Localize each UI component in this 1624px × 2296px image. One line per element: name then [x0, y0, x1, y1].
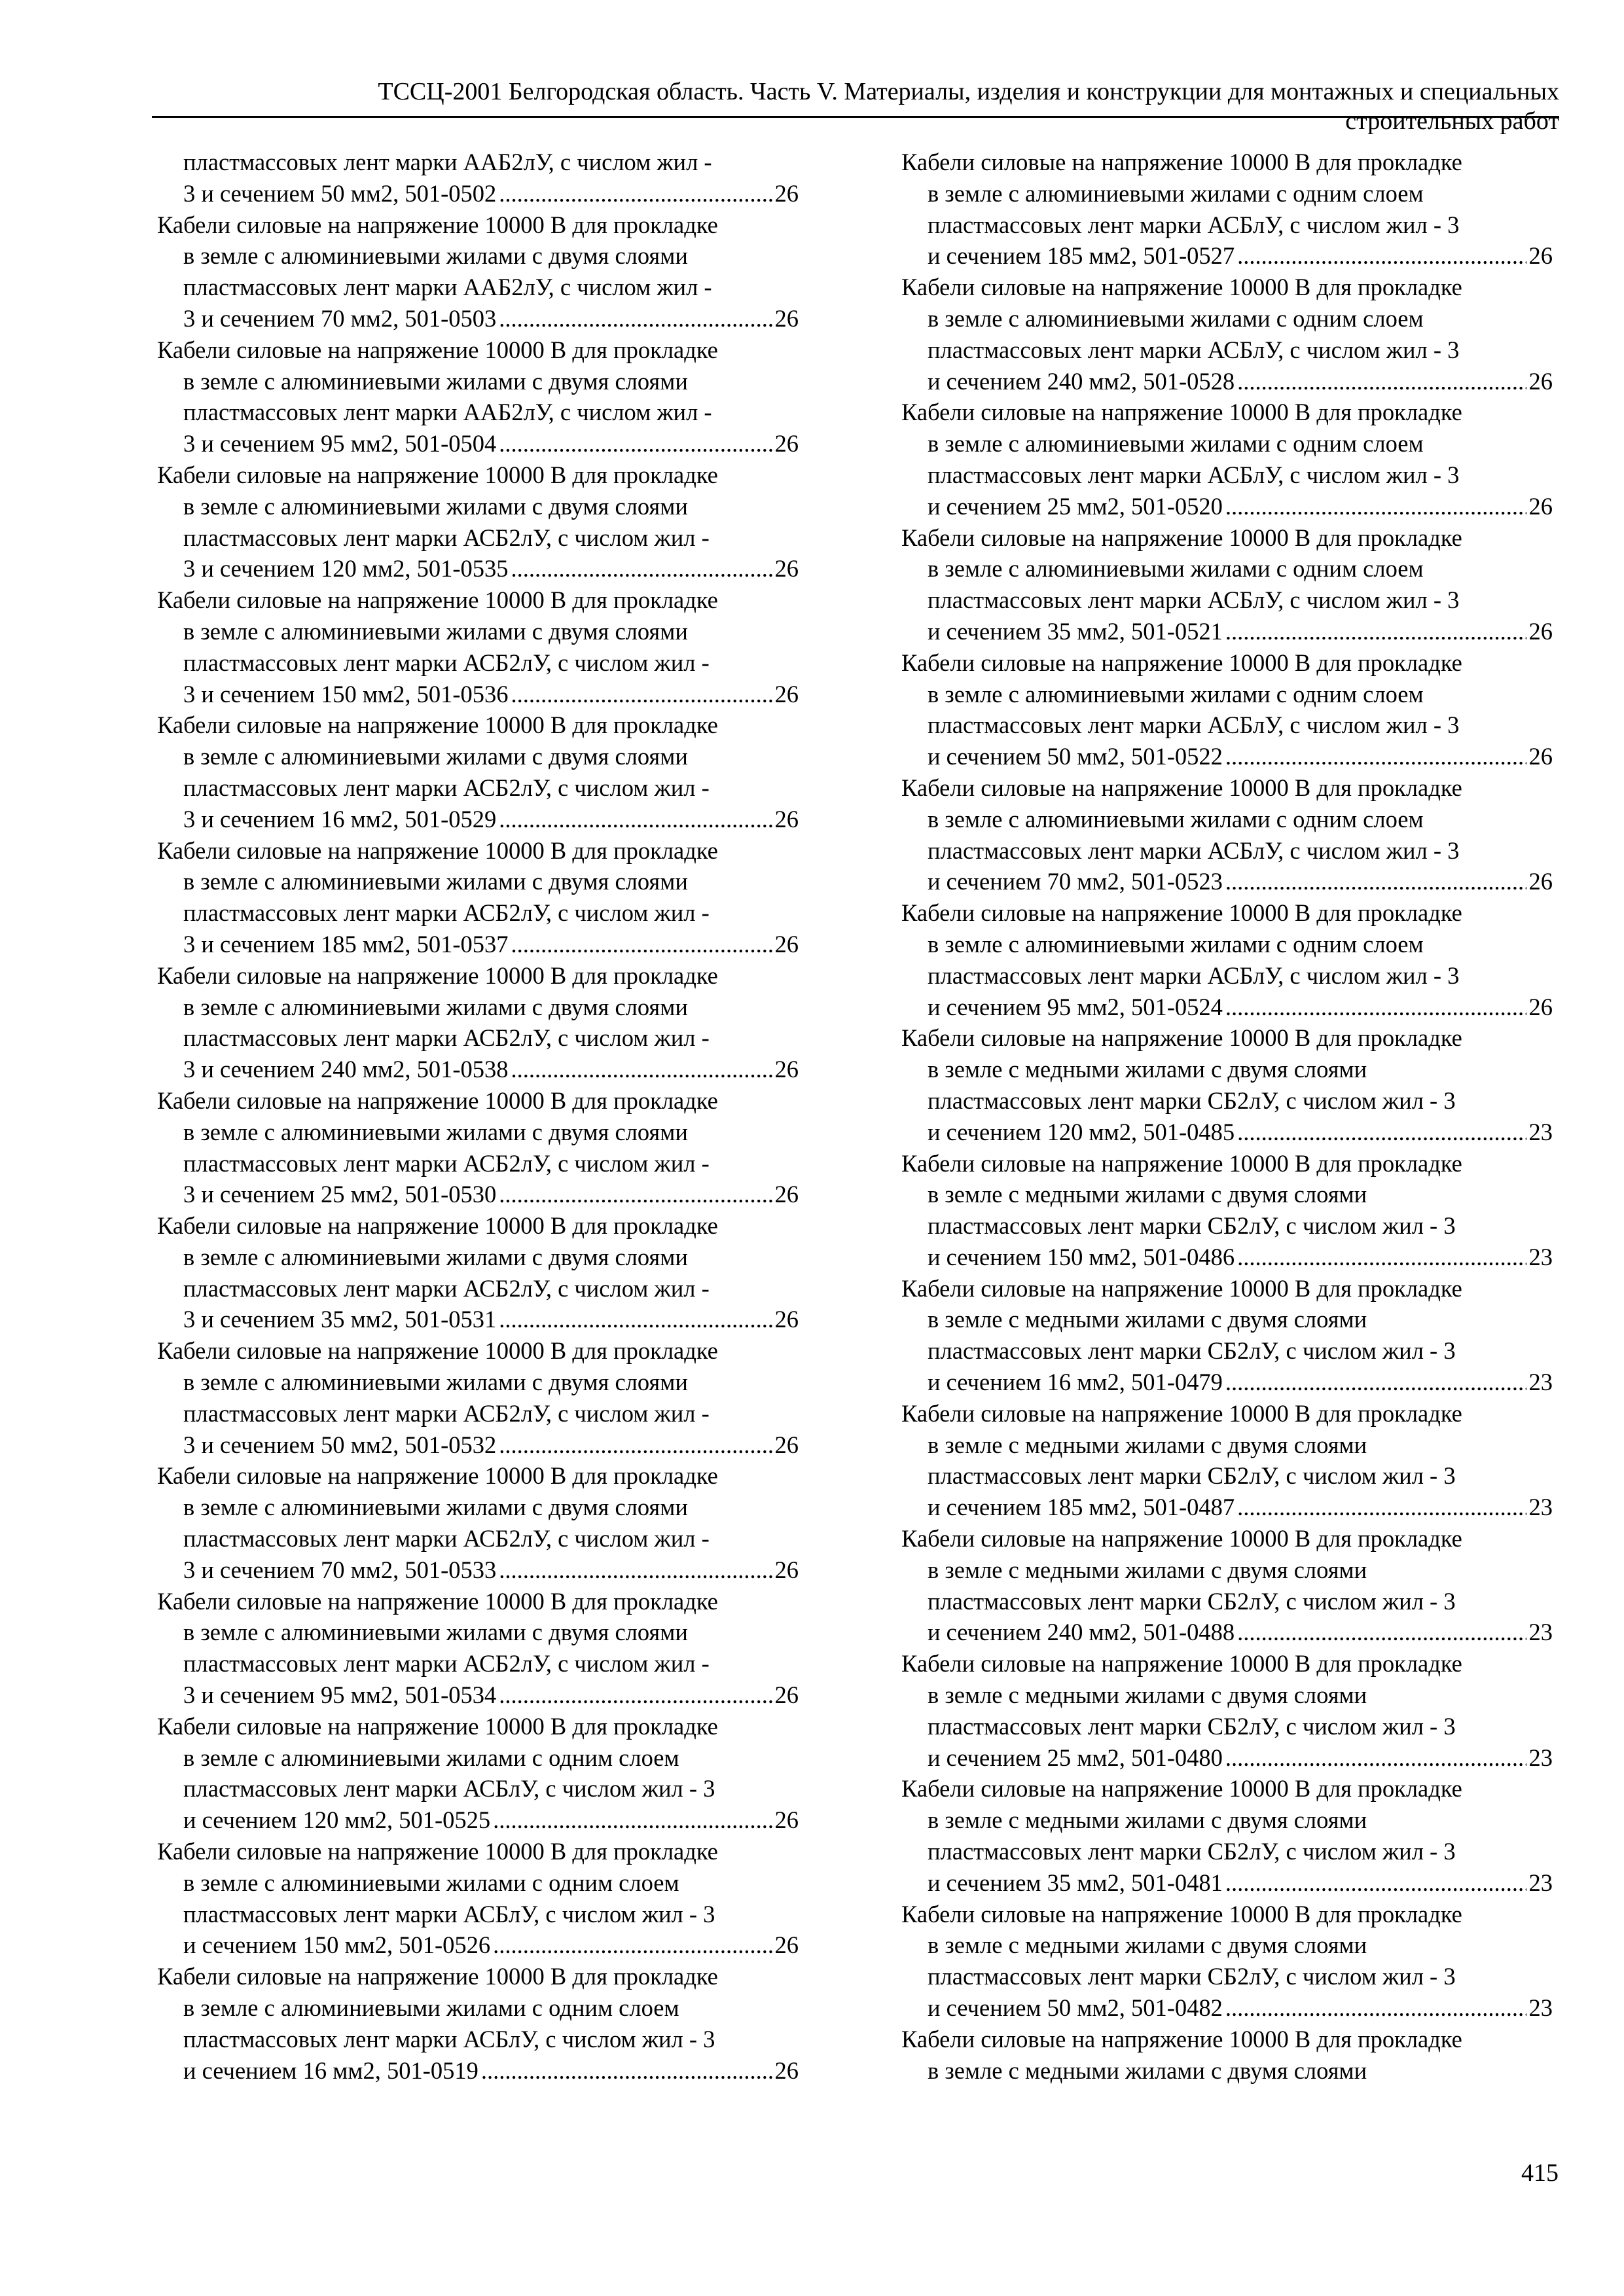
dot-leader — [1225, 992, 1526, 1023]
entry-page-ref: 26 — [1528, 743, 1553, 770]
entry-text-line: пластмассовых лент марки СБ2лУ, с числом жил - 3 — [928, 1337, 1456, 1365]
entry-tail-line — [157, 1554, 799, 1586]
entry-text-line: пластмассовых лент марки АСБ2лУ, с числом жил - — [183, 524, 710, 551]
entry-text-line: Кабели силовые на напряжение 10000 В для прокладке — [157, 1212, 718, 1240]
entry-text-line: пластмассовых лент марки СБ2лУ, с числом жил - 3 — [928, 1212, 1456, 1240]
entry-tail-line — [901, 741, 1553, 772]
entry-text-line: Кабели силовые на напряжение 10000 В для прокладке — [157, 1712, 718, 1740]
entry-text-line: в земле с алюминиевыми жилами с одним слоем — [928, 680, 1424, 708]
entry-tail-line — [901, 491, 1553, 522]
entry-text-line: в земле с алюминиевыми жилами с одним слоем — [928, 430, 1424, 457]
dot-leader — [1225, 866, 1526, 897]
index-entry — [157, 209, 799, 334]
dot-leader — [1237, 1617, 1526, 1648]
entry-tail-line — [901, 1867, 1553, 1899]
entry-text-line: Кабели силовые на напряжение 10000 В для прокладке — [901, 2025, 1462, 2053]
index-entry — [901, 2024, 1553, 2087]
entry-text-line: в земле с медными жилами с двумя слоями — [928, 1556, 1367, 1583]
entry-text-line: пластмассовых лент марки АСБ2лУ, с числом жил - — [183, 1650, 710, 1677]
dot-leader — [1237, 1242, 1526, 1273]
entry-text-line: Кабели силовые на напряжение 10000 В для прокладке — [901, 274, 1462, 301]
entry-code: 3 и сечением 25 мм2, 501-0530 — [183, 1181, 497, 1208]
entry-text-line: в земле с алюминиевыми жилами с двумя слоями — [183, 1494, 688, 1521]
entry-text-line: в земле с медными жилами с двумя слоями — [928, 1431, 1367, 1458]
entry-text-line: Кабели силовые на напряжение 10000 В для прокладке — [901, 649, 1462, 676]
header-rule — [152, 116, 1559, 118]
entry-code: 3 и сечением 50 мм2, 501-0532 — [183, 1431, 497, 1458]
index-entry — [157, 1711, 799, 1836]
entry-text-line: Кабели силовые на напряжение 10000 В для прокладке — [901, 1775, 1462, 1803]
entry-page-ref: 26 — [1528, 993, 1553, 1020]
index-entry — [901, 1398, 1553, 1523]
entry-text-line: в земле с алюминиевыми жилами с двумя слоями — [183, 1243, 688, 1270]
entry-text-line: пластмассовых лент марки АСБ2лУ, с числом жил - — [183, 1024, 710, 1052]
entry-text-line: в земле с алюминиевыми жилами с двумя слоями — [183, 1118, 688, 1145]
entry-text-line: в земле с медными жилами с двумя слоями — [928, 1056, 1367, 1083]
entry-text-line: Кабели силовые на напряжение 10000 В для прокладке — [901, 399, 1462, 426]
index-entry — [157, 584, 799, 709]
dot-leader — [1237, 366, 1526, 397]
index-entry — [901, 647, 1553, 772]
entry-text-line: пластмассовых лент марки АСБлУ, с числом жил - 3 — [928, 336, 1460, 363]
entry-tail-line — [901, 866, 1553, 897]
dot-leader — [499, 1554, 772, 1586]
dot-leader — [511, 679, 772, 710]
running-header — [152, 77, 1559, 136]
entry-page-ref: 26 — [774, 1431, 799, 1458]
index-entry — [901, 1523, 1553, 1648]
entry-page-ref: 26 — [1528, 617, 1553, 645]
entry-text-line: в земле с алюминиевыми жилами с двумя слоями — [183, 1369, 688, 1396]
index-entry — [157, 1836, 799, 1961]
entry-text-line: Кабели силовые на напряжение 10000 В для прокладке — [901, 1024, 1462, 1052]
entry-code: 3 и сечением 95 мм2, 501-0534 — [183, 1681, 497, 1709]
entry-tail-line — [901, 366, 1553, 397]
header-title: ТССЦ-2001 Белгородская область. Часть V. Материалы, изделия и конструкции для монтажных и специальных — [378, 78, 1559, 105]
entry-code: 3 и сечением 70 мм2, 501-0533 — [183, 1556, 497, 1583]
entry-text-line: Кабели силовые на напряжение 10000 В для прокладке — [157, 836, 718, 864]
entry-tail-line — [901, 616, 1553, 647]
entry-page-ref: 26 — [1528, 492, 1553, 520]
entry-text-line: Кабели силовые на напряжение 10000 В для прокладке — [901, 1525, 1462, 1552]
entry-page-ref: 26 — [1528, 367, 1553, 395]
dot-leader — [511, 929, 772, 960]
entry-text-line: в земле с алюминиевыми жилами с двумя слоями — [183, 617, 688, 645]
entry-text-line: пластмассовых лент марки АСБлУ, с числом жил - 3 — [183, 1900, 715, 1928]
entry-text-line: пластмассовых лент марки СБ2лУ, с числом жил - 3 — [928, 1963, 1456, 1990]
entry-page-ref: 26 — [774, 179, 799, 207]
entry-page-ref: 23 — [1528, 1494, 1553, 1521]
entry-text-line: пластмассовых лент марки ААБ2лУ, с числом жил - — [183, 274, 712, 301]
entry-page-ref: 23 — [1528, 1744, 1553, 1771]
entry-page-ref: 23 — [1528, 1994, 1553, 2022]
entry-page-ref: 26 — [774, 805, 799, 833]
dot-leader — [1225, 741, 1526, 772]
entry-text-line: Кабели силовые на напряжение 10000 В для прокладке — [157, 461, 718, 488]
entry-code: 3 и сечением 16 мм2, 501-0529 — [183, 805, 497, 833]
entry-code: и сечением 120 мм2, 501-0485 — [928, 1118, 1235, 1145]
entry-text-line: Кабели силовые на напряжение 10000 В для прокладке — [157, 1963, 718, 1990]
entry-tail-line — [901, 1992, 1553, 2024]
entry-code: и сечением 185 мм2, 501-0527 — [928, 242, 1235, 270]
entry-tail-line — [157, 1804, 799, 1836]
entry-text-line: пластмассовых лент марки АСБ2лУ, с числом жил - — [183, 899, 710, 927]
index-entry — [901, 1899, 1553, 2024]
dot-leader — [511, 553, 772, 584]
index-entry — [157, 1085, 799, 1210]
entry-text-line: Кабели силовые на напряжение 10000 В для прокладке — [901, 524, 1462, 551]
entry-tail-line — [901, 1742, 1553, 1774]
index-entry — [157, 1335, 799, 1460]
entry-tail-line — [157, 1054, 799, 1085]
entry-text-line: Кабели силовые на напряжение 10000 В для прокладке — [157, 1462, 718, 1490]
index-entry — [901, 1273, 1553, 1398]
entry-tail-line — [157, 428, 799, 459]
entry-code: и сечением 25 мм2, 501-0520 — [928, 492, 1223, 520]
entry-page-ref: 26 — [774, 2056, 799, 2084]
entry-tail-line — [157, 804, 799, 835]
entry-code: и сечением 35 мм2, 501-0481 — [928, 1869, 1223, 1896]
entry-tail-line — [157, 303, 799, 334]
dot-leader — [1225, 1867, 1526, 1899]
entry-text-line: в земле с медными жилами с двумя слоями — [928, 1181, 1367, 1208]
entry-code: и сечением 16 мм2, 501-0519 — [183, 2056, 478, 2084]
entry-text-line: в земле с алюминиевыми жилами с одним слоем — [183, 1869, 679, 1896]
entry-code: и сечением 50 мм2, 501-0522 — [928, 743, 1223, 770]
entry-page-ref: 26 — [774, 680, 799, 708]
dot-leader — [1225, 1367, 1526, 1398]
entry-text-line: пластмассовых лент марки АСБлУ, с числом жил - 3 — [928, 961, 1460, 989]
entry-text-line: в земле с алюминиевыми жилами с двумя слоями — [183, 242, 688, 270]
entry-code: и сечением 16 мм2, 501-0479 — [928, 1369, 1223, 1396]
entry-code: и сечением 25 мм2, 501-0480 — [928, 1744, 1223, 1771]
entry-text-line: Кабели силовые на напряжение 10000 В для прокладке — [157, 1337, 718, 1365]
entry-tail-line — [157, 1429, 799, 1461]
entry-page-ref: 26 — [774, 555, 799, 583]
entry-text-line: Кабели силовые на напряжение 10000 В для прокладке — [901, 774, 1462, 801]
index-entry — [901, 1648, 1553, 1773]
entry-tail-line — [157, 679, 799, 710]
dot-leader — [499, 1304, 772, 1335]
entry-page-ref: 23 — [1528, 1869, 1553, 1896]
dot-leader — [1237, 1117, 1526, 1148]
entry-page-ref: 26 — [774, 1306, 799, 1333]
entry-text-line: пластмассовых лент марки СБ2лУ, с числом жил - 3 — [928, 1838, 1456, 1865]
index-entry — [901, 1148, 1553, 1273]
entry-text-line: Кабели силовые на напряжение 10000 В для прокладке — [157, 586, 718, 614]
entry-page-ref: 26 — [774, 1181, 799, 1208]
entry-text-line: в земле с медными жилами с двумя слоями — [928, 2056, 1367, 2084]
dot-leader — [499, 1429, 772, 1461]
index-entry — [157, 960, 799, 1085]
entry-text-line: пластмассовых лент марки ААБ2лУ, с числом жил - — [183, 149, 712, 175]
entry-tail-line — [157, 1179, 799, 1210]
entry-text-line: в земле с алюминиевыми жилами с одним слоем — [928, 179, 1424, 207]
dot-leader — [1225, 1742, 1526, 1774]
entry-code: и сечением 120 мм2, 501-0525 — [183, 1806, 491, 1834]
entry-text-line: в земле с медными жилами с двумя слоями — [928, 1681, 1367, 1709]
index-entry — [157, 334, 799, 459]
entry-text-line: пластмассовых лент марки АСБлУ, с числом жил - 3 — [928, 461, 1460, 488]
dot-leader — [499, 1679, 772, 1711]
entry-page-ref: 26 — [774, 1681, 799, 1709]
entry-text-line: в земле с медными жилами с двумя слоями — [928, 1931, 1367, 1959]
entry-text-line: пластмассовых лент марки СБ2лУ, с числом жил - 3 — [928, 1462, 1456, 1490]
entry-tail-line — [157, 929, 799, 960]
dot-leader — [1237, 240, 1526, 272]
entry-text-line: пластмассовых лент марки АСБ2лУ, с числом жил - — [183, 1274, 710, 1302]
entry-text-line: в земле с алюминиевыми жилами с двумя слоями — [183, 1619, 688, 1646]
index-entry — [157, 709, 799, 834]
entry-text-line: Кабели силовые на напряжение 10000 В для прокладке — [901, 1650, 1462, 1677]
index-entry — [157, 1586, 799, 1711]
entry-text-line: Кабели силовые на напряжение 10000 В для прокладке — [157, 961, 718, 989]
index-entry — [901, 272, 1553, 397]
index-entry — [901, 522, 1553, 647]
dot-leader — [1225, 616, 1526, 647]
entry-text-line: пластмассовых лент марки СБ2лУ, с числом жил - 3 — [928, 1587, 1456, 1615]
entry-code: 3 и сечением 185 мм2, 501-0537 — [183, 930, 509, 958]
dot-leader — [499, 178, 772, 209]
entry-code: и сечением 50 мм2, 501-0482 — [928, 1994, 1223, 2022]
dot-leader — [1225, 491, 1526, 522]
entry-text-line: Кабели силовые на напряжение 10000 В для прокладке — [157, 211, 718, 238]
entry-code: и сечением 240 мм2, 501-0488 — [928, 1619, 1235, 1646]
entry-text-line: пластмассовых лент марки АСБлУ, с числом жил - 3 — [928, 211, 1460, 238]
entry-page-ref: 26 — [1528, 242, 1553, 270]
entry-text-line: в земле с алюминиевыми жилами с двумя слоями — [183, 868, 688, 895]
entry-page-ref: 23 — [1528, 1118, 1553, 1145]
index-entry — [157, 459, 799, 584]
entry-text-line: пластмассовых лент марки СБ2лУ, с числом жил - 3 — [928, 1086, 1456, 1114]
entry-text-line: пластмассовых лент марки АСБ2лУ, с числом жил - — [183, 1399, 710, 1427]
dot-leader — [493, 1804, 772, 1836]
entry-text-line: пластмассовых лент марки АСБлУ, с числом жил - 3 — [928, 836, 1460, 864]
dot-leader — [499, 1179, 772, 1210]
header-subtitle: строительных работ — [1345, 107, 1559, 135]
dot-leader — [499, 804, 772, 835]
index-entry — [157, 835, 799, 960]
entry-text-line: пластмассовых лент марки АСБ2лУ, с числом жил - — [183, 1525, 710, 1552]
entry-tail-line — [157, 2055, 799, 2087]
index-entry — [901, 397, 1553, 522]
entry-text-line: Кабели силовые на напряжение 10000 В для прокладке — [901, 1399, 1462, 1427]
entry-tail-line — [157, 1679, 799, 1711]
entry-page-ref: 23 — [1528, 1369, 1553, 1396]
dot-leader — [1225, 1992, 1526, 2024]
entry-text-line: Кабели силовые на напряжение 10000 В для прокладке — [157, 711, 718, 739]
entry-code: и сечением 70 мм2, 501-0523 — [928, 868, 1223, 895]
entry-tail-line — [157, 178, 799, 209]
entry-text-line: в земле с алюминиевыми жилами с двумя слоями — [183, 743, 688, 770]
entry-code: 3 и сечением 70 мм2, 501-0503 — [183, 304, 497, 332]
entry-text-line: в земле с алюминиевыми жилами с двумя слоями — [183, 993, 688, 1020]
index-entry — [901, 1773, 1553, 1898]
entry-tail-line — [901, 1367, 1553, 1398]
entry-code: и сечением 35 мм2, 501-0521 — [928, 617, 1223, 645]
entry-code: 3 и сечением 35 мм2, 501-0531 — [183, 1306, 497, 1333]
entry-text-line: в земле с алюминиевыми жилами с одним слоем — [928, 304, 1424, 332]
index-entry — [901, 1022, 1553, 1147]
entry-page-ref: 26 — [774, 430, 799, 457]
entry-text-line: пластмассовых лент марки АСБ2лУ, с числом жил - — [183, 774, 710, 801]
entry-text-line: Кабели силовые на напряжение 10000 В для прокладке — [901, 1149, 1462, 1177]
entry-text-line: в земле с алюминиевыми жилами с двумя слоями — [183, 492, 688, 520]
dot-leader — [1237, 1492, 1526, 1523]
entry-text-line: в земле с медными жилами с двумя слоями — [928, 1806, 1367, 1834]
entry-code: 3 и сечением 50 мм2, 501-0502 — [183, 179, 497, 207]
entry-code: 3 и сечением 120 мм2, 501-0535 — [183, 555, 509, 583]
entry-code: и сечением 240 мм2, 501-0528 — [928, 367, 1235, 395]
entry-text-line: пластмассовых лент марки СБ2лУ, с числом жил - 3 — [928, 1712, 1456, 1740]
entry-tail-line — [901, 1117, 1553, 1148]
entry-page-ref: 26 — [774, 1806, 799, 1834]
entry-page-ref: 26 — [774, 1056, 799, 1083]
entry-text-line: в земле с алюминиевыми жилами с одним слоем — [928, 805, 1424, 833]
dot-leader — [499, 303, 772, 334]
index-entry — [157, 1961, 799, 2086]
entry-tail-line — [901, 240, 1553, 272]
entry-tail-line — [901, 1242, 1553, 1273]
entry-page-ref: 26 — [774, 1556, 799, 1583]
entry-text-line: Кабели силовые на напряжение 10000 В для прокладке — [157, 336, 718, 363]
entry-tail-line — [157, 1304, 799, 1335]
dot-leader — [511, 1054, 772, 1085]
entry-page-ref: 23 — [1528, 1243, 1553, 1270]
entry-text-line: в земле с алюминиевыми жилами с одним слоем — [183, 1994, 679, 2022]
entry-text-line: Кабели силовые на напряжение 10000 В для прокладке — [157, 1838, 718, 1865]
entry-text-line: пластмассовых лент марки АСБлУ, с числом жил - 3 — [183, 1775, 715, 1803]
entry-tail-line — [157, 1929, 799, 1961]
entry-text-line: Кабели силовые на напряжение 10000 В для прокладке — [901, 1274, 1462, 1302]
entry-text-line: в земле с алюминиевыми жилами с двумя слоями — [183, 367, 688, 395]
entry-text-line: Кабели силовые на напряжение 10000 В для прокладке — [901, 149, 1462, 175]
index-column-right — [901, 147, 1553, 2086]
entry-code: и сечением 150 мм2, 501-0526 — [183, 1931, 491, 1959]
index-entry — [157, 1460, 799, 1585]
entry-page-ref: 23 — [1528, 1619, 1553, 1646]
index-entry — [157, 147, 799, 209]
entry-code: 3 и сечением 240 мм2, 501-0538 — [183, 1056, 509, 1083]
entry-text-line: пластмассовых лент марки ААБ2лУ, с числом жил - — [183, 399, 712, 426]
entry-text-line: Кабели силовые на напряжение 10000 В для прокладке — [901, 1900, 1462, 1928]
page-number: 415 — [1521, 2159, 1559, 2187]
entry-text-line: пластмассовых лент марки АСБ2лУ, с числом жил - — [183, 649, 710, 676]
dot-leader — [493, 1929, 772, 1961]
index-entry — [901, 897, 1553, 1022]
index-entry — [901, 147, 1553, 272]
entry-text-line: Кабели силовые на напряжение 10000 В для прокладке — [157, 1086, 718, 1114]
entry-tail-line — [901, 1492, 1553, 1523]
index-column-left — [157, 147, 799, 2086]
entry-text-line: Кабели силовые на напряжение 10000 В для прокладке — [901, 899, 1462, 927]
entry-text-line: пластмассовых лент марки АСБлУ, с числом жил - 3 — [183, 2025, 715, 2053]
entry-code: 3 и сечением 150 мм2, 501-0536 — [183, 680, 509, 708]
index-entry — [901, 772, 1553, 897]
entry-text-line: в земле с медными жилами с двумя слоями — [928, 1306, 1367, 1333]
entry-code: и сечением 95 мм2, 501-0524 — [928, 993, 1223, 1020]
entry-text-line: пластмассовых лент марки АСБлУ, с числом жил - 3 — [928, 586, 1460, 614]
entry-page-ref: 26 — [774, 304, 799, 332]
entry-page-ref: 26 — [774, 930, 799, 958]
entry-text-line: в земле с алюминиевыми жилами с одним слоем — [183, 1744, 679, 1771]
entry-tail-line — [901, 992, 1553, 1023]
entry-text-line: пластмассовых лент марки АСБлУ, с числом жил - 3 — [928, 711, 1460, 739]
entry-code: 3 и сечением 95 мм2, 501-0504 — [183, 430, 497, 457]
entry-text-line: в земле с алюминиевыми жилами с одним слоем — [928, 930, 1424, 958]
entry-page-ref: 26 — [774, 1931, 799, 1959]
dot-leader — [499, 428, 772, 459]
entry-tail-line — [901, 1617, 1553, 1648]
entry-text-line: пластмассовых лент марки АСБ2лУ, с числом жил - — [183, 1149, 710, 1177]
entry-text-line: в земле с алюминиевыми жилами с одним слоем — [928, 555, 1424, 583]
dot-leader — [481, 2055, 772, 2087]
index-entry — [157, 1210, 799, 1335]
entry-page-ref: 26 — [1528, 868, 1553, 895]
entry-tail-line — [157, 553, 799, 584]
entry-code: и сечением 185 мм2, 501-0487 — [928, 1494, 1235, 1521]
entry-code: и сечением 150 мм2, 501-0486 — [928, 1243, 1235, 1270]
entry-text-line: Кабели силовые на напряжение 10000 В для прокладке — [157, 1587, 718, 1615]
